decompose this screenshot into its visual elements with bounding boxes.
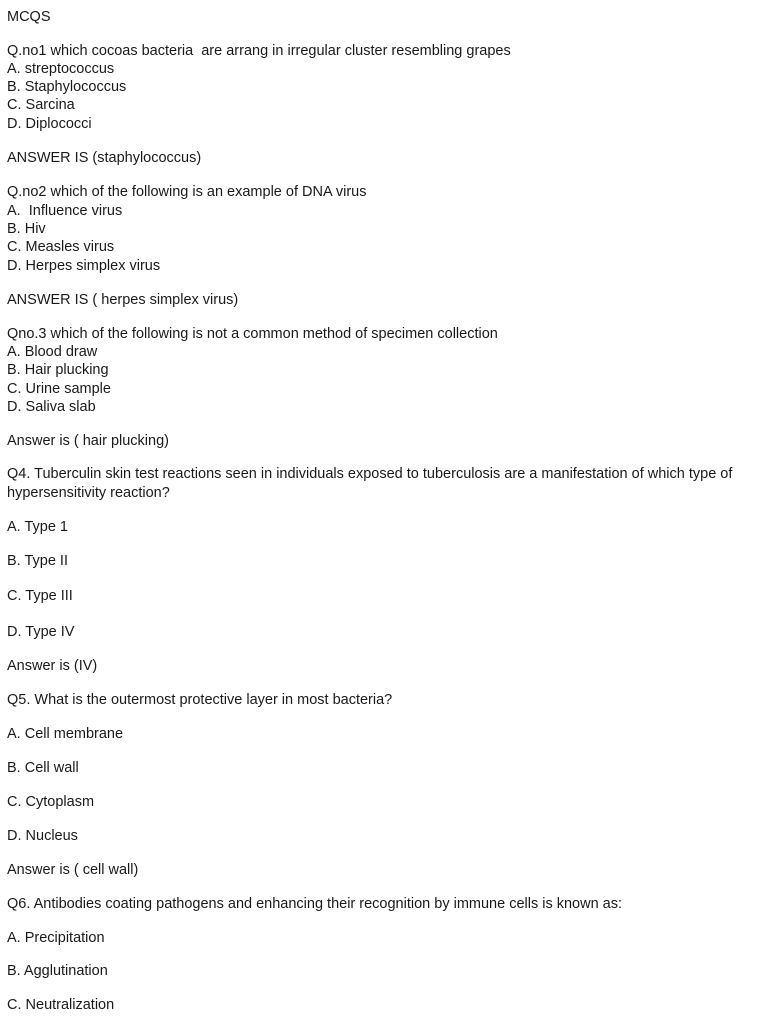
question-2-option-c: C. Measles virus xyxy=(7,239,115,255)
question-2-option-a: A. Influence virus xyxy=(7,203,123,219)
question-1-answer: ANSWER IS (staphylococcus) xyxy=(7,150,202,166)
question-1-option-c: C. Sarcina xyxy=(7,97,75,113)
question-1-text: Q.no1 which cocoas bacteria are arrang in irregular cluster resembling grapes xyxy=(7,43,511,59)
question-2-answer: ANSWER IS ( herpes simplex virus) xyxy=(7,292,239,308)
document-heading: MCQS xyxy=(7,9,51,25)
question-6-option-c: C. Neutralization xyxy=(7,997,115,1013)
question-1-option-b: B. Staphylococcus xyxy=(7,79,127,95)
question-3-text: Qno.3 which of the following is not a common method of specimen collection xyxy=(7,326,498,342)
question-5-option-c: C. Cytoplasm xyxy=(7,794,95,810)
question-3-option-b: B. Hair plucking xyxy=(7,362,109,378)
question-5-text: Q5. What is the outermost protective layer in most bacteria? xyxy=(7,692,393,708)
question-1-option-a: A. streptococcus xyxy=(7,61,115,77)
question-4-option-b: B. Type II xyxy=(7,553,68,569)
question-4-option-d: D. Type IV xyxy=(7,624,75,640)
question-5-option-d: D. Nucleus xyxy=(7,828,78,844)
question-4-answer: Answer is (IV) xyxy=(7,658,98,674)
question-6-option-a: A. Precipitation xyxy=(7,930,105,946)
question-3-option-c: C. Urine sample xyxy=(7,381,111,397)
question-3-option-d: D. Saliva slab xyxy=(7,399,96,415)
question-1-option-d: D. Diplococci xyxy=(7,116,92,132)
question-4-option-c: C. Type III xyxy=(7,588,73,604)
question-2-text: Q.no2 which of the following is an example of DNA virus xyxy=(7,184,367,200)
question-4-text: Q4. Tuberculin skin test reactions seen in individuals exposed to tuberculosis are a manifestation of which type of hypersensitivity reaction? xyxy=(7,466,733,501)
question-3-option-a: A. Blood draw xyxy=(7,344,98,360)
question-5-option-b: B. Cell wall xyxy=(7,760,79,776)
question-6-option-b: B. Agglutination xyxy=(7,963,108,979)
question-2-option-b: B. Hiv xyxy=(7,221,46,237)
question-3-answer: Answer is ( hair plucking) xyxy=(7,433,169,449)
question-6-text: Q6. Antibodies coating pathogens and enhancing their recognition by immune cells is known as: xyxy=(7,896,623,912)
question-4-option-a: A. Type 1 xyxy=(7,519,68,535)
question-5-option-a: A. Cell membrane xyxy=(7,726,124,742)
question-2-option-d: D. Herpes simplex virus xyxy=(7,258,161,274)
question-5-answer: Answer is ( cell wall) xyxy=(7,862,139,878)
